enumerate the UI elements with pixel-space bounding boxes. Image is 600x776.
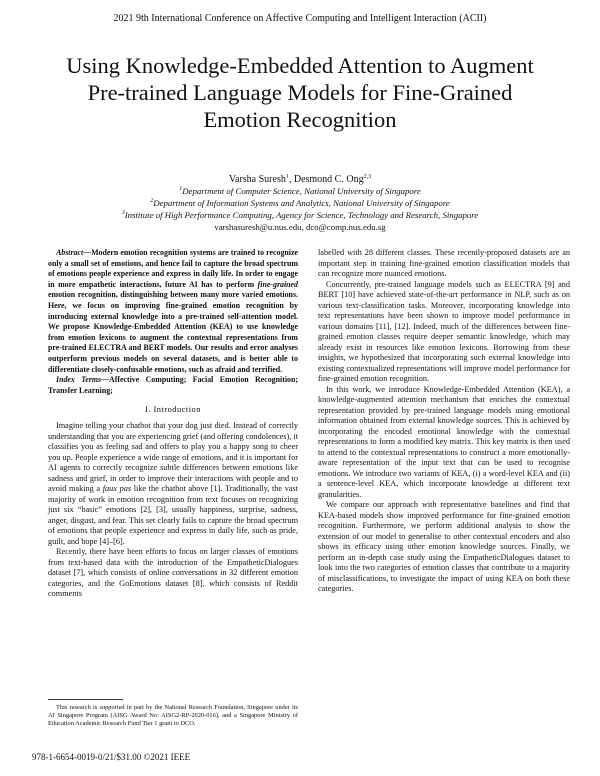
author-name: Varsha Suresh <box>228 174 286 185</box>
conference-header: 2021 9th International Conference on Affective Computing and Intelligent Interaction (ACII) <box>113 13 487 24</box>
index-terms: Index Terms—Affective Computing; Facial Emotion Recognition; Transfer Learning; <box>48 375 298 395</box>
affiliation: $^2$Department of Information Systems and Analytics, National University of Singapore <box>150 198 450 208</box>
abstract-label: Abstract <box>56 248 84 257</box>
paragraph: We compare our approach with representative baselines and find that KEA-based models show improved performance for fine-grained emotion recognition. Furthermore, we perform additional analysis to show the extension of our model to generalise to other contextual encoders and also shows its efficacy using other emotion knowledge sources. Finally, we perform an in-depth case study using the EmpatheticDialogues dataset to look into the two categories of emotion classes that contribute to a majority of misclassifications, to investigate the impact of using KEA on both these categories. <box>318 500 570 593</box>
funding-footnote: This research is supported in part by the National Research Foundation, Singapore under its AI Singapore Program (AISG Award No: AISG2-RP-2020-016), and a Singapore Ministry of Education Academic Research Fund Tier 1 grant to DCO. <box>48 704 298 727</box>
paragraph: labelled with 28 different classes. These recently-proposed datasets are an important step in training fine-grained emotion classification models that can recognize more nuanced emotions. <box>318 248 570 278</box>
paragraph: Concurrently, pre-trained language models such as ELECTRA [9] and BERT [10] have achieved state-of-the-art performance in NLP, such as on various text-classification tasks. Moreover, incorporating knowledge into text representations have been shown to improve model performance in various domains [11], [12]. Indeed, much of the differences between fine-grained emotion classes require deeper semantic knowledge, which may already exist in resources like emotion lexicons. Borrowing from these insights, we hypothesized that incorporating such external knowledge into existing contextualized representations will improve model performance for fine-grained emotion recognition. <box>318 279 570 383</box>
author-emails: varshasuresh@u.nus.edu, dco@comp.nus.edu.sg <box>214 222 386 232</box>
abstract-paragraph: Abstract—Modern emotion recognition systems are trained to recognize only a small set of emotions, and hence fail to capture the broad spectrum of emotions people experience and express in daily life. In order to engage in more empathetic interactions, future AI has to perform fine-grained emotion recognition, distinguishing between many more varied emotions. Here, we focus on improving fine-grained emotion recognition by introducing external knowledge into a pre-trained self-attention model. We propose Knowledge-Embedded Attention (KEA) to use knowledge from emotion lexicons to augment the contextual representations from pre-trained ELECTRA and BERT models. Our results and error analyses outperform previous models on several datasets, and is better able to differentiate closely-confusable emotions, such as afraid and terrified. <box>48 248 298 374</box>
author-name: Desmond C. Ong <box>293 174 364 185</box>
introduction-body <box>48 421 298 600</box>
paragraph: Imagine telling your chatbot that your dog just died. Instead of correctly understanding that you are experiencing grief (and offering condolences), it classifies you as feeling sad and offers to play you a happy song to cheer you up. People experience a wide range of emotions, and it is important for AI agents to correctly recognize subtle differences between emotions like sadness and grief, in order to improve their interactions with people and to avoid making a faux pas like the chatbot above [1]. Traditionally, the vast majority of work in emotion recognition from text focuses on recognizing just six “basic” emotions [2], [3], usually happiness, surprise, sadness, anger, disgust, and fear. This set clearly fails to capture the broad spectrum of emotions that people experience and express in daily life, such as pride, guilt, and hope [4]–[6]. <box>48 421 298 546</box>
title-line: Using Knowledge-Embedded Attention to Augment <box>66 53 534 78</box>
footnote-divider <box>48 699 123 700</box>
isbn-copyright: 978-1-6654-0019-0/21/$31.00 ©2021 IEEE <box>32 752 191 762</box>
affiliation: $^1$Department of Computer Science, National University of Singapore <box>179 186 421 196</box>
affiliation: $^3$Institute of High Performance Computing, Agency for Science, Technology and Research, Singapore <box>121 210 479 220</box>
author-affiliation-mark: 2,3 <box>363 174 372 180</box>
paper-title <box>0 52 600 133</box>
title-line: Pre-trained Language Models for Fine-Grained <box>87 80 513 105</box>
section-heading: I. Introduction <box>145 405 201 414</box>
author-affiliation-mark: 1 <box>285 174 289 180</box>
paragraph: Recently, there have been efforts to focus on larger classes of emotions from text-based data with the introduction of the EmpatheticDialogues dataset [7], which consists of online conversations in 32 different emotion categories, and the GoEmotions dataset [8], which consists of Reddit comments <box>48 547 298 598</box>
author-list: Varsha Suresh$^1$, Desmond C. Ong$^{2,3}$ <box>228 174 372 185</box>
index-terms-label: Index Terms <box>56 375 102 385</box>
title-line: Emotion Recognition <box>203 107 397 132</box>
right-column-body <box>318 248 570 595</box>
paragraph: In this work, we introduce Knowledge-Embedded Attention (KEA), a knowledge-augmented attention mechanism that enriches the contextual representation provided by pre-trained language models using emotional information obtained from external knowledge sources. This is achieved by incorporating the encoded emotional knowledge with the contextual representations to form a modified key matrix. This key matrix is then used to attend to the contextual representations to construct a more emotionally-aware representation of the input text that can be used to recognise emotions. We introduce two variants of KEA, (i) a word-level KEA and (ii) a sentence-level KEA, which incorporate knowledge at different text granularities. <box>318 384 570 499</box>
abstract <box>48 248 298 396</box>
